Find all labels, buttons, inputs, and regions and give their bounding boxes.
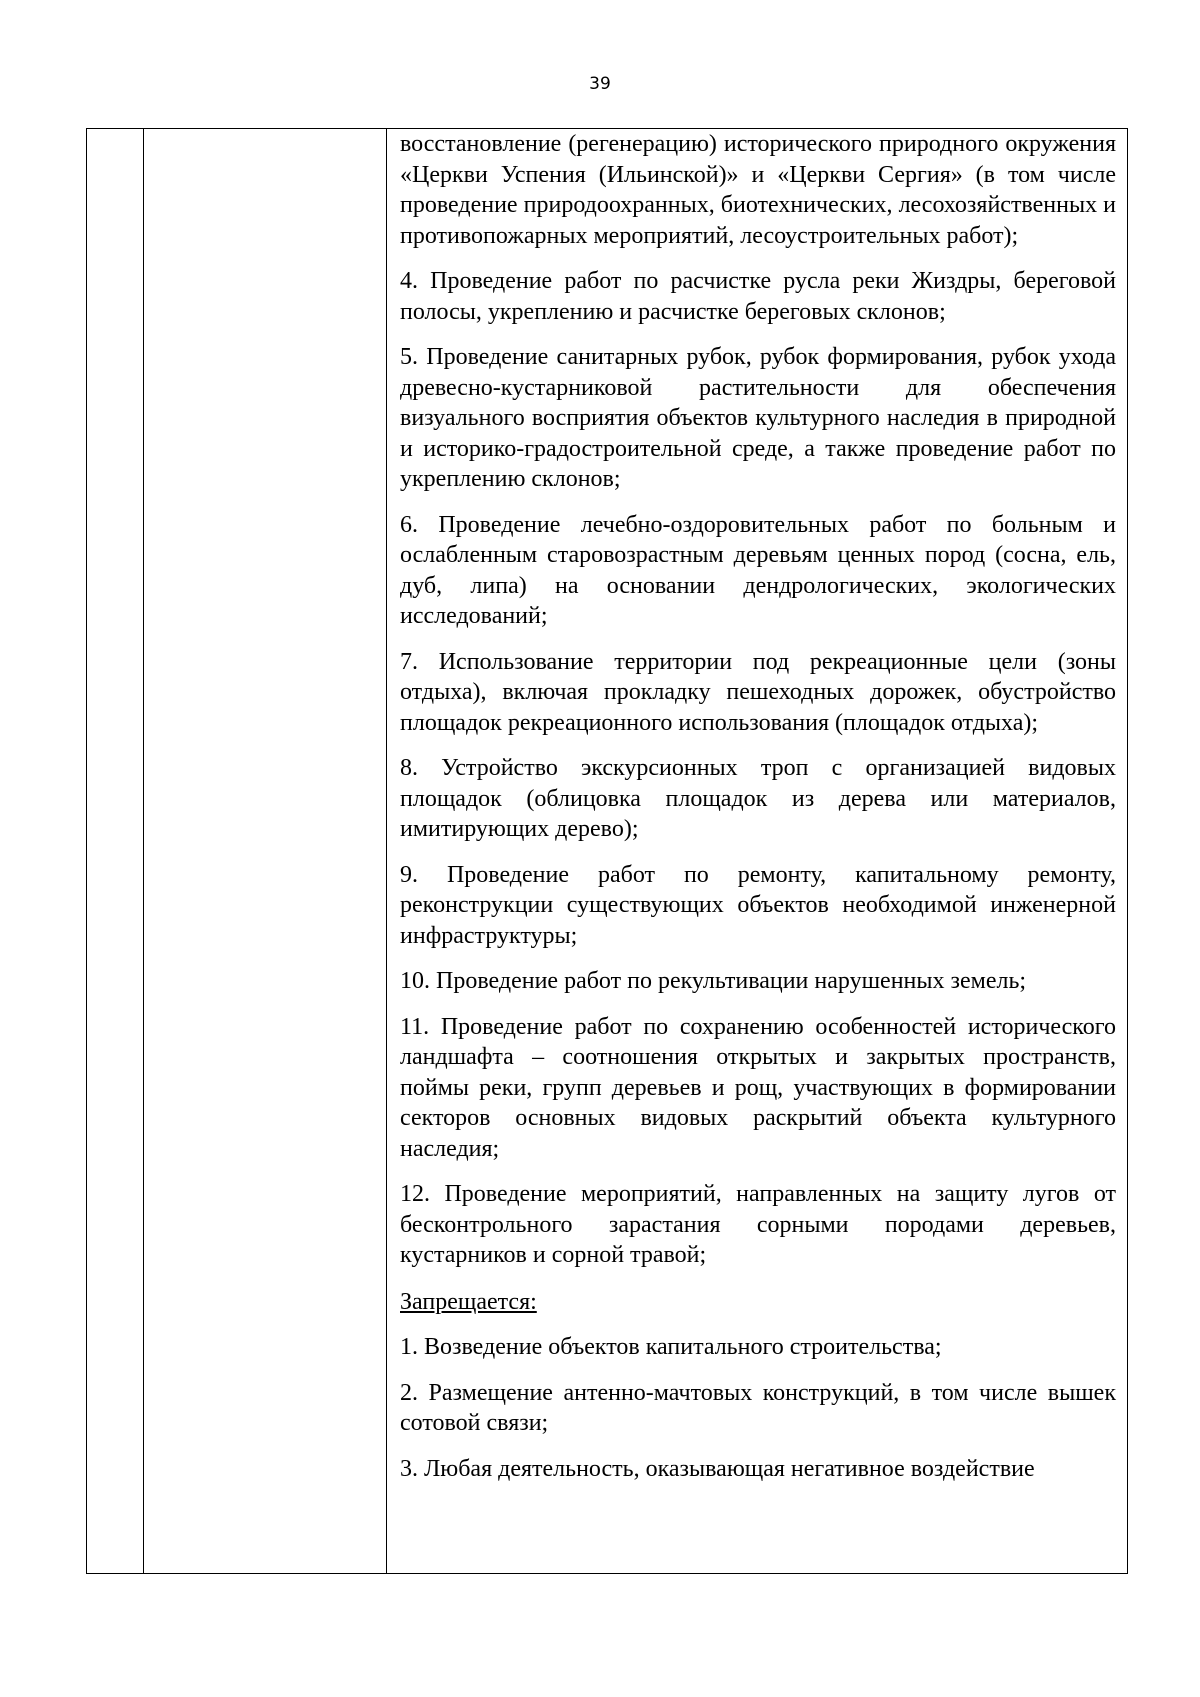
- list-item-8: 8. Устройство экскурсионных троп с организацией видовых площадок (облицовка площадок из дерева или материалов, имитирующих дерево);: [400, 755, 1116, 842]
- column-divider: [143, 129, 144, 1573]
- prohibited-item-1: 1. Возведение объектов капитального строительства;: [400, 1334, 942, 1360]
- list-item-7: 7. Использование территории под рекреационные цели (зоны отдыха), включая прокладку пешеходных дорожек, обустройство площадок рекреационного использования (площадок отдыха);: [400, 648, 1116, 736]
- prohibited-item-3: 3. Любая деятельность, оказывающая негативное воздействие: [400, 1455, 1035, 1482]
- list-item-6: 6. Проведение лечебно-оздоровительных работ по больным и ослабленным старовозрастным деревьям ценных пород (сосна, ель, дуб, липа) на основании дендрологических, экологических исследований;: [400, 511, 1116, 629]
- column-divider: [386, 129, 387, 1573]
- list-item-9: 9. Проведение работ по ремонту, капитальному ремонту, реконструкции существующих объектов необходимой инженерной инфраструктуры;: [400, 861, 1116, 949]
- prohibited-heading: Запрещается:: [400, 1288, 537, 1315]
- list-item-11: 11. Проведение работ по сохранению особенностей исторического ландшафта – соотношения открытых и закрытых пространств, поймы реки, групп деревьев и рощ, участвующих в формировании секторов основных видовых раскрытий объекта культурного наследия;: [400, 1013, 1116, 1162]
- page-number: 39: [589, 74, 611, 94]
- list-item-5: 5. Проведение санитарных рубок, рубок формирования, рубок ухода древесно-кустарниковой растительности для обеспечения визуального восприятия объектов культурного наследия в природной и историко-градостроительной среде, а также проведение работ по укреплению склонов;: [400, 344, 1116, 492]
- prohibited-item-2: 2. Размещение антенно-мачтовых конструкций, в том числе вышек сотовой связи;: [400, 1379, 1116, 1436]
- document-table: [86, 128, 1128, 1574]
- intro-paragraph: восстановление (регенерацию) исторического природного окружения «Церкви Успения (Ильинской)» и «Церкви Сергия» (в том числе проведение природоохранных, биотехнических, лесохозяйственных и противопожарных мероприятий, лесоустроительных работ);: [400, 131, 1116, 249]
- text-column: [400, 129, 1116, 1484]
- list-item-12: 12. Проведение мероприятий, направленных на защиту лугов от бесконтрольного зарастания сорными породами деревьев, кустарников и сорной травой;: [400, 1181, 1116, 1268]
- list-item-10: 10. Проведение работ по рекультивации нарушенных земель;: [400, 968, 1027, 994]
- list-item-4: 4. Проведение работ по расчистке русла реки Жиздры, береговой полосы, укреплению и расчистке береговых склонов;: [400, 268, 1116, 325]
